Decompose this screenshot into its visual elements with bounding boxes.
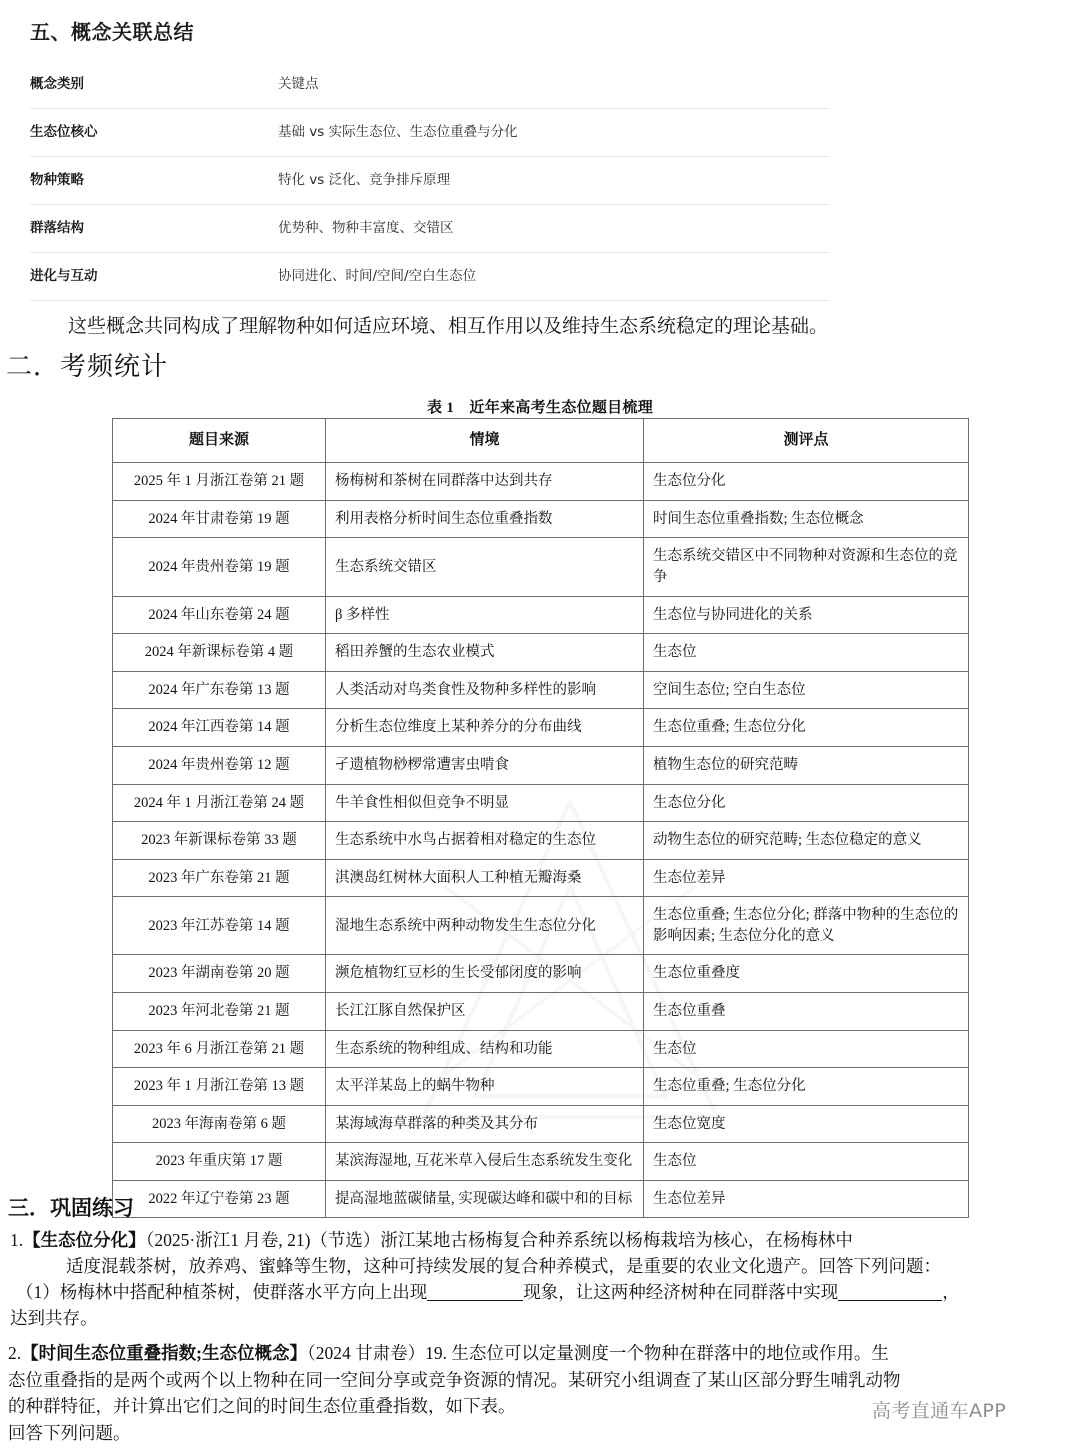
exam-context: 某海域海草群落的种类及其分布 <box>326 1105 644 1143</box>
exam-point: 生态位宽度 <box>644 1105 969 1143</box>
exam-source: 2025 年 1 月浙江卷第 21 题 <box>113 463 326 501</box>
exam-point: 生态位 <box>644 1143 969 1181</box>
question-2-line-1 <box>8 1340 1074 1367</box>
table-row <box>30 156 830 204</box>
exam-context: 利用表格分析时间生态位重叠指数 <box>326 500 644 538</box>
answer-blank-2[interactable] <box>838 1300 942 1301</box>
table-row <box>113 859 969 897</box>
table-row <box>113 1143 969 1181</box>
concept-keypoints: 优势种、物种丰富度、交错区 <box>278 204 830 252</box>
exam-point: 时间生态位重叠指数; 生态位概念 <box>644 500 969 538</box>
exam-context: 湿地生态系统中两种动物发生生态位分化 <box>326 897 644 955</box>
exam-context: 分析生态位维度上某种养分的分布曲线 <box>326 709 644 747</box>
exam-source: 2024 年贵州卷第 12 题 <box>113 746 326 784</box>
exam-context: 人类活动对鸟类食性及物种多样性的影响 <box>326 671 644 709</box>
exam-point: 生态位重叠; 生态位分化 <box>644 709 969 747</box>
exam-context: 稻田养蟹的生态农业模式 <box>326 634 644 672</box>
table-row <box>113 1180 969 1218</box>
table-row <box>113 500 969 538</box>
exam-point: 生态位与协同进化的关系 <box>644 596 969 634</box>
exam-source: 2023 年河北卷第 21 题 <box>113 992 326 1030</box>
exam-context: β 多样性 <box>326 596 644 634</box>
table-row <box>113 1068 969 1106</box>
exam-source: 2024 年 1 月浙江卷第 24 题 <box>113 784 326 822</box>
exam-header-source: 题目来源 <box>113 419 326 463</box>
practice-question-2 <box>8 1340 1074 1446</box>
concept-header-category: 概念类别 <box>30 76 84 92</box>
concept-category: 物种策略 <box>30 156 278 204</box>
table-row <box>30 252 830 300</box>
exam-header-point: 测评点 <box>644 419 969 463</box>
question-1-line-1 <box>10 1228 1072 1254</box>
table-row <box>113 784 969 822</box>
exam-source: 2024 年广东卷第 13 题 <box>113 671 326 709</box>
question-1-sub-a: （1）杨梅林中搭配种植茶树，使群落水平方向上出现 <box>16 1281 428 1302</box>
exam-source: 2024 年甘肃卷第 19 题 <box>113 500 326 538</box>
table-row <box>113 955 969 993</box>
table-row <box>113 1105 969 1143</box>
exam-point: 生态位分化 <box>644 784 969 822</box>
exam-point: 植物生态位的研究范畴 <box>644 746 969 784</box>
table-row <box>30 109 830 157</box>
question-1-line-4: 达到共存。 <box>10 1307 98 1328</box>
question-1-tag: 【生态位分化】 <box>23 1230 146 1250</box>
table-row <box>113 1030 969 1068</box>
exam-context: 生态系统中水鸟占据着相对稳定的生态位 <box>326 822 644 860</box>
exam-point: 生态位重叠 <box>644 992 969 1030</box>
exam-source: 2023 年重庆第 17 题 <box>113 1143 326 1181</box>
exam-context: 某滨海湿地, 互花米草入侵后生态系统发生变化 <box>326 1143 644 1181</box>
table-row <box>113 671 969 709</box>
exam-source: 2024 年山东卷第 24 题 <box>113 596 326 634</box>
exam-context: 杨梅树和茶树在同群落中达到共存 <box>326 463 644 501</box>
exam-context: 太平洋某岛上的蜗牛物种 <box>326 1068 644 1106</box>
exam-table-caption: 表 1 近年来高考生态位题目梳理 <box>426 400 654 416</box>
exam-source: 2024 年江西卷第 14 题 <box>113 709 326 747</box>
concept-summary-table <box>30 68 830 301</box>
exam-source: 2023 年广东卷第 21 题 <box>113 859 326 897</box>
exam-table-header-row <box>113 419 969 463</box>
exam-source: 2023 年 1 月浙江卷第 13 题 <box>113 1068 326 1106</box>
table-row <box>113 463 969 501</box>
question-1-sub-b: 现象，让这两种经济树种在同群落中实现 <box>523 1281 839 1302</box>
exam-source: 2023 年海南卷第 6 题 <box>113 1105 326 1143</box>
table-row <box>113 822 969 860</box>
concept-keypoints: 特化 vs 泛化、竞争排斥原理 <box>278 156 830 204</box>
exam-question-table <box>112 418 969 1218</box>
exam-context: 濒危植物红豆杉的生长受郁闭度的影响 <box>326 955 644 993</box>
table-row <box>113 634 969 672</box>
exam-context: 生态系统交错区 <box>326 538 644 596</box>
exam-source: 2023 年新课标卷第 33 题 <box>113 822 326 860</box>
exam-point: 生态位差异 <box>644 1180 969 1218</box>
exam-point: 生态位 <box>644 634 969 672</box>
section-2-heading: 二．考频统计 <box>6 352 169 381</box>
exam-source: 2022 年辽宁卷第 23 题 <box>113 1180 326 1218</box>
exam-source: 2023 年 6 月浙江卷第 21 题 <box>113 1030 326 1068</box>
exam-point: 生态位 <box>644 1030 969 1068</box>
question-1-line-3 <box>10 1280 1072 1306</box>
question-1-line-2: 适度混载茶树，放养鸡、蜜蜂等生物，这种可持续发展的复合种养模式，是重要的农业文化遗产。回答下列问题： <box>66 1255 941 1276</box>
exam-point: 空间生态位; 空白生态位 <box>644 671 969 709</box>
concept-category: 进化与互动 <box>30 252 278 300</box>
table-row <box>113 538 969 596</box>
concept-keypoints: 基础 vs 实际生态位、生态位重叠与分化 <box>278 109 830 157</box>
table-row <box>113 897 969 955</box>
exam-header-context: 情境 <box>326 419 644 463</box>
exam-source: 2023 年江苏卷第 14 题 <box>113 897 326 955</box>
section-3-heading: 三．巩固练习 <box>8 1196 134 1220</box>
concept-category: 群落结构 <box>30 204 278 252</box>
exam-point: 生态位差异 <box>644 859 969 897</box>
table-row <box>113 596 969 634</box>
exam-context: 孑遗植物桫椤常遭害虫啃食 <box>326 746 644 784</box>
section-5-closing-paragraph: 这些概念共同构成了理解物种如何适应环境、相互作用以及维持生态系统稳定的理论基础。 <box>68 316 829 337</box>
exam-point: 生态系统交错区中不同物种对资源和生态位的竞争 <box>644 538 969 596</box>
question-1-sub-c: ， <box>942 1281 960 1302</box>
exam-source: 2024 年贵州卷第 19 题 <box>113 538 326 596</box>
exam-context: 淇澳岛红树林大面积人工种植无瓣海桑 <box>326 859 644 897</box>
exam-source: 2024 年新课标卷第 4 题 <box>113 634 326 672</box>
exam-point: 生态位重叠度 <box>644 955 969 993</box>
question-2-line-3: 的种群特征，并计算出它们之间的时间生态位重叠指数，如下表。 <box>8 1396 516 1417</box>
exam-table-body <box>113 463 969 1218</box>
exam-source: 2023 年湖南卷第 20 题 <box>113 955 326 993</box>
question-2-body-a: （2024 甘肃卷）19. 生态位可以定量测度一个物种在群落中的地位或作用。生 <box>306 1343 889 1363</box>
section-5-heading: 五、概念关联总结 <box>30 20 194 44</box>
table-row <box>113 709 969 747</box>
exam-point: 生态位重叠; 生态位分化 <box>644 1068 969 1106</box>
exam-context: 长江江豚自然保护区 <box>326 992 644 1030</box>
app-watermark: 高考直通车APP <box>872 1400 1007 1422</box>
concept-category: 生态位核心 <box>30 109 278 157</box>
exam-point: 动物生态位的研究范畴; 生态位稳定的意义 <box>644 822 969 860</box>
question-1-number: 1. <box>10 1230 24 1250</box>
concept-header-keypoints: 关键点 <box>278 76 319 92</box>
concept-keypoints: 协同进化、时间/空间/空白生态位 <box>278 252 830 300</box>
practice-question-1 <box>10 1228 1072 1332</box>
exam-point: 生态位重叠; 生态位分化; 群落中物种的生态位的影响因素; 生态位分化的意义 <box>644 897 969 955</box>
table-row <box>30 204 830 252</box>
question-2-line-2: 态位重叠指的是两个或两个以上物种在同一空间分享或竞争资源的情况。某研究小组调查了某山区部分野生哺乳动物 <box>8 1369 901 1390</box>
question-2-number: 2. <box>8 1343 22 1363</box>
exam-context: 提高湿地蓝碳储量, 实现碳达峰和碳中和的目标 <box>326 1180 644 1218</box>
concept-table-body <box>30 109 830 301</box>
question-2-tag: 【时间生态位重叠指数;生态位概念】 <box>21 1343 307 1363</box>
question-2-line-4: 回答下列问题。 <box>8 1422 131 1443</box>
table-row <box>113 992 969 1030</box>
exam-context: 牛羊食性相似但竞争不明显 <box>326 784 644 822</box>
question-1-body-a: （2025·浙江1 月卷, 21)（节选）浙江某地古杨梅复合种养系统以杨梅栽培为核心，在杨梅林中 <box>145 1230 853 1250</box>
concept-table-header-row <box>30 68 830 109</box>
exam-context: 生态系统的物种组成、结构和功能 <box>326 1030 644 1068</box>
answer-blank-1[interactable] <box>427 1300 523 1301</box>
table-row <box>113 746 969 784</box>
exam-point: 生态位分化 <box>644 463 969 501</box>
